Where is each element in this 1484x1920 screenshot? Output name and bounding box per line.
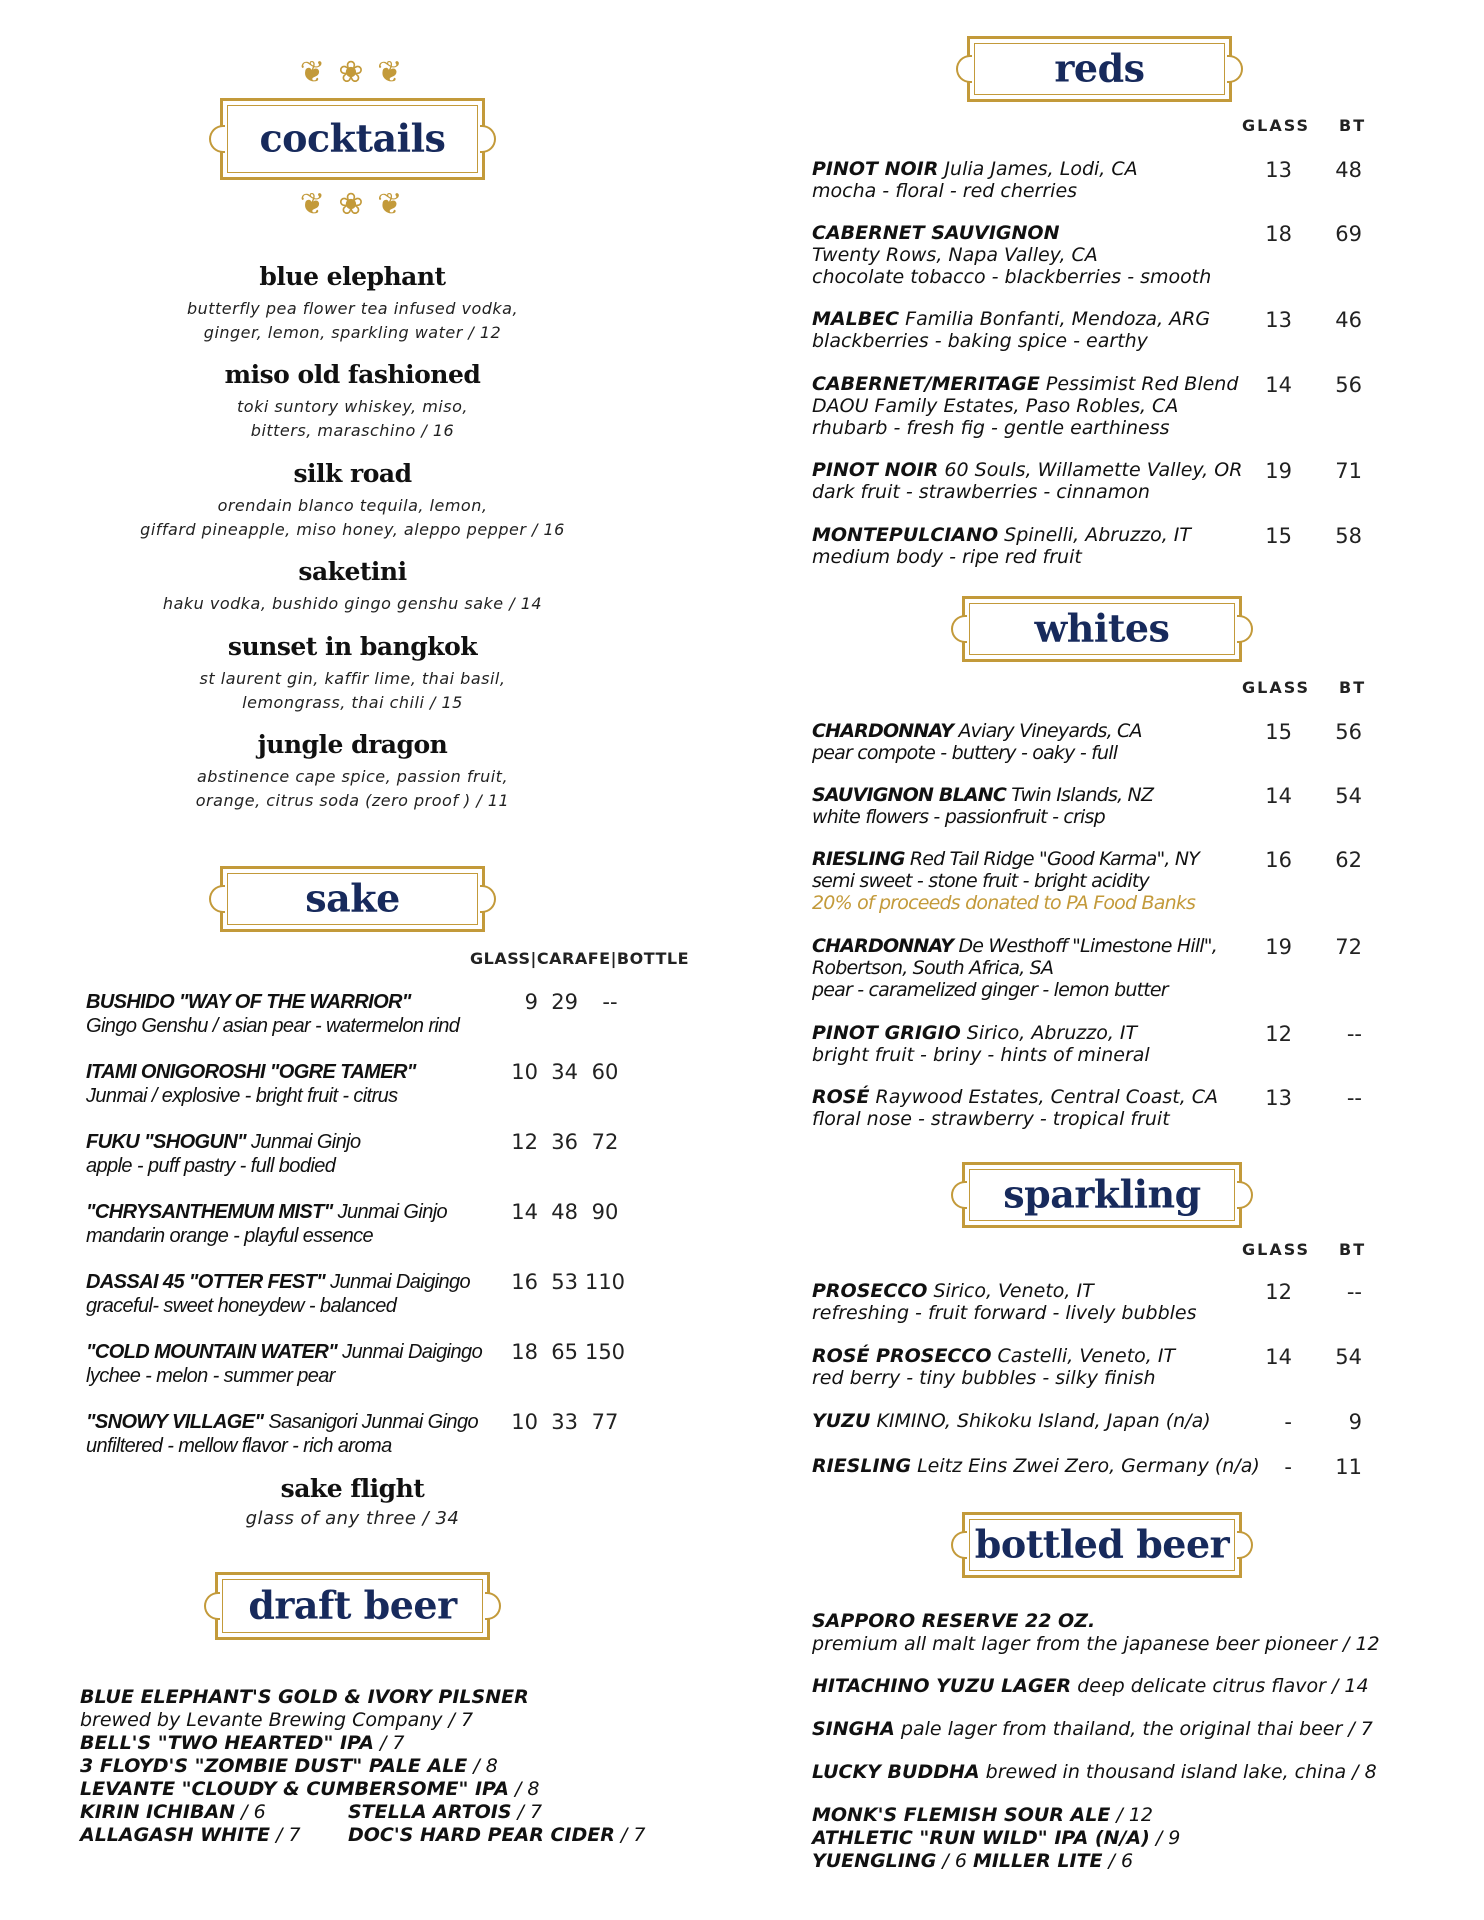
wine-item <box>812 935 1217 1001</box>
bottle-price: 54 <box>1335 1345 1362 1369</box>
sake-item <box>86 1270 470 1318</box>
glass-header: GLASS <box>1242 1240 1311 1259</box>
beer-detail: premium all malt lager from the japanese beer pioneer / 12 <box>812 1633 1380 1655</box>
wine-producer: Leitz Eins Zwei Zero, Germany (n/a) <box>911 1455 1260 1477</box>
sake-name: FUKU "SHOGUN" <box>86 1131 247 1153</box>
whites-title: whites <box>1034 605 1170 651</box>
wine-notes: rhubarb - fresh fig - gentle earthiness <box>812 417 1170 439</box>
ornament-top-icon: ❦ ❀ ❦ <box>299 55 405 90</box>
bottle-price: 11 <box>1335 1455 1362 1479</box>
wine-varietal: CHARDONNAY <box>812 720 954 742</box>
sake-notes: lychee - melon - summer pear <box>86 1365 335 1387</box>
glass-price: 13 <box>1265 1086 1292 1110</box>
sparkling-banner <box>962 1162 1242 1228</box>
beer-name: LEVANTE "CLOUDY & CUMBERSOME" IPA <box>80 1778 509 1800</box>
bottled-beer-line <box>812 1761 1377 1784</box>
cocktail-item <box>80 730 625 813</box>
beer-detail: / 6 <box>936 1850 973 1872</box>
draft-beer-line <box>80 1686 529 1709</box>
bottle-header: BT <box>1339 1240 1367 1259</box>
wine-producer: KIMINO, Shikoku Island, Japan (n/a) <box>870 1410 1211 1432</box>
bottle-price: 56 <box>1335 720 1362 744</box>
sake-name: ITAMI ONIGOROSHI "OGRE TAMER" <box>86 1061 416 1083</box>
sake-item <box>86 990 459 1038</box>
wine-item <box>812 1086 1218 1130</box>
cocktail-desc: lemongrass, thai chili / 15 <box>242 693 463 712</box>
beer-detail: / 7 <box>373 1732 405 1754</box>
wine-item <box>812 1280 1197 1324</box>
sake-carafe-price: 48 <box>551 1200 578 1224</box>
sake-bottle-price: 60 <box>591 1060 619 1084</box>
beer-detail: / 8 <box>508 1778 540 1800</box>
wine-notes: mocha - floral - red cherries <box>812 180 1078 202</box>
beer-name: DOC'S HARD PEAR CIDER <box>348 1824 615 1846</box>
sake-column-header: GLASS|CARAFE|BOTTLE <box>470 949 690 968</box>
glass-price: 14 <box>1265 1345 1292 1369</box>
bottled-beer-line <box>812 1633 1380 1656</box>
glass-price: 16 <box>1265 848 1292 872</box>
glass-price: 13 <box>1265 158 1292 182</box>
glass-price: 12 <box>1265 1280 1292 1304</box>
sake-notes: apple - puff pastry - full bodied <box>86 1155 336 1177</box>
wine-varietal: CABERNET/MERITAGE <box>812 373 1040 395</box>
wine-varietal: RIESLING <box>812 1455 912 1477</box>
sake-style: Junmai Ginjo <box>332 1201 448 1223</box>
glass-price: 14 <box>1265 784 1292 808</box>
wine-producer: DAOU Family Estates, Paso Robles, CA <box>812 395 1179 417</box>
wine-item <box>812 784 1153 828</box>
beer-name: ALLAGASH WHITE <box>80 1824 270 1846</box>
cocktail-desc: orange, citrus soda (zero proof ) / 11 <box>195 791 510 810</box>
beer-detail: brewed in thousand island lake, china / 8 <box>979 1761 1377 1783</box>
cocktail-name: blue elephant <box>259 262 446 291</box>
sake-bottle-price: 72 <box>591 1130 619 1154</box>
wine-notes: pear compote - buttery - oaky - full <box>812 742 1118 764</box>
beer-detail: deep delicate citrus flavor / 14 <box>1071 1675 1369 1697</box>
wine-item <box>812 308 1210 352</box>
sparkling-title: sparkling <box>1003 1171 1201 1217</box>
sake-name: BUSHIDO "WAY OF THE WARRIOR" <box>86 991 411 1013</box>
wine-varietal: PROSECCO <box>812 1280 928 1302</box>
sake-item <box>86 1130 361 1178</box>
wine-producer: Spinelli, Abruzzo, IT <box>998 524 1191 546</box>
sake-name: "CHRYSANTHEMUM MIST" <box>86 1201 333 1223</box>
sake-glass-price: 10 <box>511 1410 538 1434</box>
wine-varietal: CABERNET SAUVIGNON <box>812 222 1060 244</box>
bottled-beer-line <box>812 1675 1369 1698</box>
glass-price: 14 <box>1265 373 1292 397</box>
beer-name: STELLA ARTOIS <box>348 1801 512 1823</box>
wine-producer: Robertson, South Africa, SA <box>812 957 1054 979</box>
bottled-beer-line <box>812 1850 1133 1873</box>
bottle-price: 54 <box>1335 784 1362 808</box>
draft-beer-line <box>80 1801 266 1824</box>
wine-item <box>812 848 1199 914</box>
glass-price: 13 <box>1265 308 1292 332</box>
sake-notes: graceful- sweet honeydew - balanced <box>86 1295 397 1317</box>
wine-varietal: MONTEPULCIANO <box>812 524 999 546</box>
wine-item <box>812 158 1138 202</box>
sake-carafe-price: 53 <box>551 1270 578 1294</box>
wine-notes: dark fruit - strawberries - cinnamon <box>812 481 1150 503</box>
cocktail-item <box>80 557 625 616</box>
draft-beer-banner <box>215 1572 490 1640</box>
cocktail-desc: ginger, lemon, sparkling water / 12 <box>203 323 502 342</box>
wine-varietal: PINOT NOIR <box>812 158 939 180</box>
wine-producer: Twin Islands, NZ <box>1006 784 1154 806</box>
wine-producer: Pessimist Red Blend <box>1039 373 1239 395</box>
bottled-beer-banner <box>962 1512 1242 1578</box>
bottle-price: 58 <box>1335 524 1362 548</box>
sake-notes: unfiltered - mellow flavor - rich aroma <box>86 1435 392 1457</box>
sake-glass-price: 16 <box>511 1270 538 1294</box>
beer-name: ATHLETIC "RUN WILD" IPA (N/A) <box>812 1827 1150 1849</box>
sake-name: "COLD MOUNTAIN WATER" <box>86 1341 338 1363</box>
wine-varietal: PINOT NOIR <box>812 459 939 481</box>
cocktail-name: saketini <box>298 557 407 586</box>
draft-beer-title: draft beer <box>248 1582 457 1628</box>
bottle-price: 46 <box>1335 308 1362 332</box>
sake-style: Sasanigori Junmai Gingo <box>263 1411 479 1433</box>
bottle-price: 9 <box>1348 1410 1362 1434</box>
sake-item <box>86 1060 416 1108</box>
wine-varietal: ROSÉ PROSECCO <box>812 1345 992 1367</box>
glass-price: 19 <box>1265 935 1292 959</box>
beer-name: MILLER LITE <box>972 1850 1103 1872</box>
cocktail-desc: orendain blanco tequila, lemon, <box>217 496 488 515</box>
wine-item <box>812 1410 1211 1432</box>
cocktail-item <box>80 459 625 542</box>
cocktail-name: jungle dragon <box>257 730 448 759</box>
bottle-header: BT <box>1339 116 1367 135</box>
bottle-header: BT <box>1339 678 1367 697</box>
sake-item <box>86 1410 478 1458</box>
wine-producer: Twenty Rows, Napa Valley, CA <box>812 244 1098 266</box>
wine-notes: red berry - tiny bubbles - silky finish <box>812 1367 1156 1389</box>
cocktail-desc: butterfly pea flower tea infused vodka, <box>186 299 519 318</box>
cocktail-item <box>80 262 625 345</box>
bottled-beer-line <box>812 1827 1180 1850</box>
beer-name: SINGHA <box>812 1718 895 1740</box>
wine-item <box>812 459 1242 503</box>
sake-glass-price: 14 <box>511 1200 538 1224</box>
bottle-price: 48 <box>1335 158 1362 182</box>
beer-name: BLUE ELEPHANT'S GOLD & IVORY PILSNER <box>80 1686 529 1708</box>
bottle-price: 69 <box>1335 222 1362 246</box>
sake-carafe-price: 34 <box>551 1060 578 1084</box>
glass-price: 19 <box>1265 459 1292 483</box>
wine-item <box>812 373 1238 439</box>
sake-item <box>86 1200 447 1248</box>
wine-producer: De Westhoff "Limestone Hill", <box>953 935 1217 957</box>
glass-header: GLASS <box>1242 116 1311 135</box>
sake-carafe-price: 65 <box>551 1340 578 1364</box>
bottle-price: 62 <box>1335 848 1362 872</box>
wine-item <box>812 222 1211 288</box>
bottle-price: 72 <box>1335 935 1362 959</box>
wine-varietal: RIESLING <box>812 848 905 870</box>
sake-glass-price: 18 <box>511 1340 538 1364</box>
draft-beer-line <box>348 1824 645 1847</box>
wine-notes: refreshing - fruit forward - lively bubbles <box>812 1302 1197 1324</box>
glass-price: 18 <box>1265 222 1292 246</box>
sake-name: DASSAI 45 "OTTER FEST" <box>86 1271 326 1293</box>
sake-banner <box>220 866 485 932</box>
beer-name: HITACHINO YUZU LAGER <box>812 1675 1072 1697</box>
wine-varietal: PINOT GRIGIO <box>812 1022 961 1044</box>
wine-notes: chocolate tobacco - blackberries - smooth <box>812 266 1212 288</box>
wine-producer: 60 Souls, Willamette Valley, OR <box>938 459 1243 481</box>
wine-producer: Castelli, Veneto, IT <box>991 1345 1176 1367</box>
sake-flight-title: sake flight <box>280 1474 425 1503</box>
wine-producer: Familia Bonfanti, Mendoza, ARG <box>899 308 1211 330</box>
bottled-beer-line <box>812 1718 1373 1741</box>
wine-varietal: YUZU <box>812 1410 871 1432</box>
beer-name: BELL'S "TWO HEARTED" IPA <box>80 1732 374 1754</box>
sake-flight <box>80 1474 625 1531</box>
beer-name: LUCKY BUDDHA <box>812 1761 980 1783</box>
sake-style: Junmai Daigingo <box>325 1271 471 1293</box>
cocktail-desc: haku vodka, bushido gingo genshu sake / 14 <box>162 594 543 613</box>
bottle-price: -- <box>1346 1280 1362 1304</box>
glass-price: 15 <box>1265 720 1292 744</box>
beer-name: MONK'S FLEMISH SOUR ALE <box>812 1804 1111 1826</box>
wine-notes: medium body - ripe red fruit <box>812 546 1082 568</box>
bottle-price: 71 <box>1335 459 1362 483</box>
beer-name: 3 FLOYD'S "ZOMBIE DUST" PALE ALE <box>80 1755 468 1777</box>
glass-price: - <box>1284 1455 1292 1479</box>
cocktail-item <box>80 360 625 443</box>
wine-varietal: ROSÉ <box>812 1086 870 1108</box>
draft-beer-line <box>80 1732 405 1755</box>
sake-bottle-price: 150 <box>584 1340 626 1364</box>
draft-beer-line <box>80 1778 540 1801</box>
beer-detail: / 7 <box>511 1801 543 1823</box>
cocktails-banner <box>220 98 485 180</box>
beer-detail: / 12 <box>1110 1804 1154 1826</box>
sake-bottle-price: 90 <box>591 1200 619 1224</box>
glass-price: 12 <box>1265 1022 1292 1046</box>
sake-style: Junmai Ginjo <box>246 1131 361 1153</box>
bottle-price: -- <box>1346 1086 1362 1110</box>
cocktail-desc: toki suntory whiskey, miso, <box>237 397 468 416</box>
beer-name: KIRIN ICHIBAN <box>80 1801 236 1823</box>
wine-notes: bright fruit - briny - hints of mineral <box>812 1044 1150 1066</box>
beer-name: YUENGLING <box>812 1850 937 1872</box>
cocktail-name: sunset in bangkok <box>227 632 478 661</box>
sake-style: Junmai Daigingo <box>337 1341 483 1363</box>
sake-title: sake <box>305 875 400 921</box>
beer-name: SAPPORO RESERVE 22 OZ. <box>812 1610 1096 1632</box>
wine-notes: pear - caramelized ginger - lemon butter <box>812 979 1168 1001</box>
wine-item <box>812 1022 1150 1066</box>
bottled-beer-title: bottled beer <box>974 1521 1230 1567</box>
beer-detail: / 8 <box>467 1755 498 1777</box>
reds-title: reds <box>1054 45 1145 91</box>
wine-varietal: SAUVIGNON BLANC <box>812 784 1007 806</box>
left-column <box>80 0 700 1920</box>
bottle-price: -- <box>1346 1022 1362 1046</box>
whites-banner <box>962 596 1242 662</box>
beer-detail: / 7 <box>614 1824 646 1846</box>
sake-item <box>86 1340 482 1388</box>
wine-producer: Aviary Vineyards, CA <box>953 720 1142 742</box>
wine-item <box>812 720 1142 764</box>
cocktails-title: cocktails <box>259 115 446 161</box>
draft-beer-line <box>80 1709 473 1732</box>
beer-detail: pale lager from thailand, the original thai beer / 7 <box>894 1718 1373 1740</box>
glass-header: GLASS <box>1242 678 1311 697</box>
ornament-bottom-icon: ❦ ❀ ❦ <box>299 187 405 222</box>
bottled-beer-line <box>812 1610 1095 1633</box>
cocktail-name: miso old fashioned <box>224 360 481 389</box>
sake-bottle-price: -- <box>602 990 618 1014</box>
draft-beer-line <box>80 1824 301 1847</box>
wine-notes: floral nose - strawberry - tropical fruit <box>812 1108 1170 1130</box>
sake-notes: Junmai / explosive - bright fruit - citrus <box>86 1085 398 1107</box>
wine-producer: Red Tail Ridge "Good Karma", NY <box>904 848 1200 870</box>
beer-detail: / 9 <box>1149 1827 1181 1849</box>
sake-flight-desc: glass of any three / 34 <box>245 1508 460 1529</box>
wine-item <box>812 524 1191 568</box>
draft-beer-line <box>80 1755 498 1778</box>
reds-banner <box>967 36 1232 102</box>
cocktail-desc: bitters, maraschino / 16 <box>250 421 455 440</box>
beer-detail: brewed by Levante Brewing Company / 7 <box>80 1709 474 1731</box>
beer-detail: / 6 <box>235 1801 266 1823</box>
sake-carafe-price: 33 <box>551 1410 578 1434</box>
wine-varietal: MALBEC <box>812 308 900 330</box>
wine-item <box>812 1345 1175 1389</box>
wine-notes: white flowers - passionfruit - crisp <box>812 806 1105 828</box>
bottle-price: 56 <box>1335 373 1362 397</box>
sake-carafe-price: 36 <box>551 1130 578 1154</box>
draft-beer-line <box>348 1801 542 1824</box>
wine-producer: Sirico, Veneto, IT <box>927 1280 1094 1302</box>
sake-glass-price: 12 <box>511 1130 538 1154</box>
glass-price: 15 <box>1265 524 1292 548</box>
bottled-beer-line <box>812 1804 1153 1827</box>
cocktail-name: silk road <box>293 459 412 488</box>
sake-glass-price: 10 <box>511 1060 538 1084</box>
cocktail-desc: abstinence cape spice, passion fruit, <box>196 767 509 786</box>
sake-notes: mandarin orange - playful essence <box>86 1225 374 1247</box>
wine-varietal: CHARDONNAY <box>812 935 954 957</box>
sake-carafe-price: 29 <box>551 990 578 1014</box>
beer-detail: / 7 <box>270 1824 301 1846</box>
cocktail-item <box>80 632 625 715</box>
sake-bottle-price: 77 <box>591 1410 619 1434</box>
sake-glass-price: 9 <box>524 990 538 1014</box>
right-column <box>812 0 1452 1920</box>
charity-note: 20% of proceeds donated to PA Food Banks <box>812 892 1196 914</box>
wine-producer: Sirico, Abruzzo, IT <box>960 1022 1138 1044</box>
glass-price: - <box>1284 1410 1292 1434</box>
cocktail-desc: st laurent gin, kaffir lime, thai basil, <box>199 669 506 688</box>
sake-name: "SNOWY VILLAGE" <box>86 1411 264 1433</box>
wine-producer: Julia James, Lodi, CA <box>938 158 1138 180</box>
sake-notes: Gingo Genshu / asian pear - watermelon rind <box>86 1015 460 1037</box>
wine-item <box>812 1455 1260 1477</box>
wine-notes: blackberries - baking spice - earthy <box>812 330 1148 352</box>
wine-producer: Raywood Estates, Central Coast, CA <box>869 1086 1219 1108</box>
beer-detail: / 6 <box>1102 1850 1134 1872</box>
wine-notes: semi sweet - stone fruit - bright acidity <box>812 870 1149 892</box>
cocktail-desc: giffard pineapple, miso honey, aleppo pepper / 16 <box>140 520 565 539</box>
sake-bottle-price: 110 <box>584 1270 626 1294</box>
